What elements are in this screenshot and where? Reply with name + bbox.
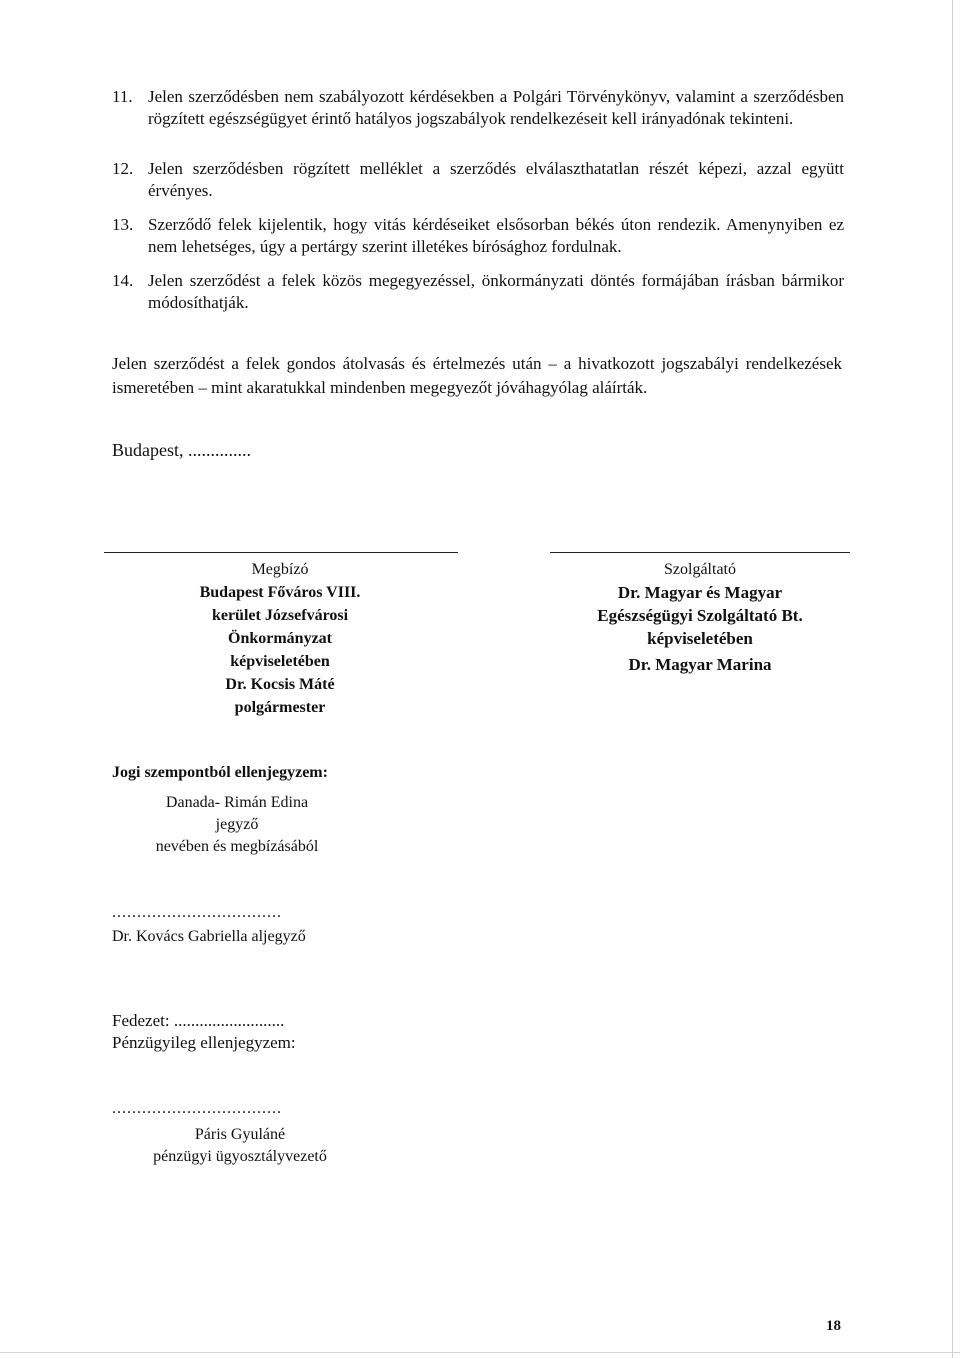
clause-text: Jelen szerződésben nem szabályozott kérdésekben a Polgári Törvénykönyv, valamint a szerződésben rögzített egészségügyet érintő hatályos jogszabályok rendelkezéseit kell irányadónak tekinteni.: [148, 87, 844, 128]
signatory-organization-line2: Egészségügyi Szolgáltató Bt.: [597, 606, 803, 625]
clause-14: [112, 270, 844, 314]
clause-number: 12.: [112, 159, 134, 178]
signatory-name: Dr. Magyar Marina: [628, 655, 772, 674]
signature-line-left: [104, 552, 458, 553]
scan-edge-bottom: [0, 1352, 960, 1353]
page-number: 18: [826, 1318, 841, 1334]
finance-signatory-name: Páris Gyuláné: [194, 1126, 286, 1143]
signatory-organization: Budapest Főváros VIII. kerület Józsefvárosi Önkormányzat: [199, 584, 361, 647]
finance-section: [112, 1010, 296, 1054]
clause-text: Jelen szerződést a felek közös megegyezéssel, önkormányzati döntés formájában írásban bármikor módosíthatják.: [148, 271, 844, 312]
clause-number: 11.: [112, 87, 133, 106]
legal-name: Danada- Rimán Edina: [165, 794, 309, 811]
clause-text: Jelen szerződésben rögzített melléklet a szerződés elválaszthatatlan részét képezi, azzal együtt érvényes.: [148, 159, 844, 200]
clause-number: 14.: [112, 271, 134, 290]
clause-13: [112, 214, 844, 258]
signatory-role: Megbízó: [251, 561, 309, 578]
clause-number: 13.: [112, 215, 134, 234]
legal-title: jegyző: [215, 816, 259, 833]
clause-12: [112, 158, 844, 202]
clause-11: [112, 86, 844, 130]
signatory-name: Dr. Kocsis Máté: [225, 676, 335, 693]
legal-on-behalf: nevében és megbízásából: [155, 838, 319, 855]
signatory-title: polgármester: [234, 699, 326, 716]
signature-line-right: [550, 552, 850, 553]
signatory-role: Szolgáltató: [664, 561, 736, 578]
signature-dots: ..................................: [112, 1100, 282, 1117]
signature-block-client: [130, 558, 430, 719]
financial-countersign-label: Pénzügyileg ellenjegyzem:: [112, 1033, 296, 1052]
clause-text: Szerződő felek kijelentik, hogy vitás kérdéseiket elsősorban békés úton rendezik. Amenynyiben ez nem lehetséges, úgy a pertárgy szerint illetékes bírósághoz fordulnak.: [148, 215, 844, 256]
signatory-representation: képviseletében: [230, 653, 330, 670]
closing-paragraph: Jelen szerződést a felek gondos átolvasás és értelmezés után – a hivatkozott jogszabályi rendelkezések ismeretében – mint akaratukkal mindenben megegyezőt jóváhagyólag aláírták.: [112, 354, 842, 397]
legal-countersign-heading: Jogi szempontból ellenjegyzem:: [112, 764, 328, 781]
signatory-representation: képviseletében: [647, 629, 753, 648]
deputy-notary-name: Dr. Kovács Gabriella aljegyző: [112, 928, 306, 945]
finance-signatory-block: [112, 1124, 368, 1168]
scan-edge-right: [952, 0, 953, 1358]
signature-dots: ..................................: [112, 904, 282, 921]
signature-block-provider: [560, 558, 840, 676]
signatory-organization-line1: Dr. Magyar és Magyar: [617, 583, 783, 602]
finance-signatory-title: pénzügyi ügyosztályvezető: [153, 1148, 327, 1165]
coverage-label: Fedezet: ..........................: [112, 1011, 285, 1030]
place-date: Budapest, ..............: [112, 440, 251, 460]
legal-countersign-block: [112, 792, 362, 858]
